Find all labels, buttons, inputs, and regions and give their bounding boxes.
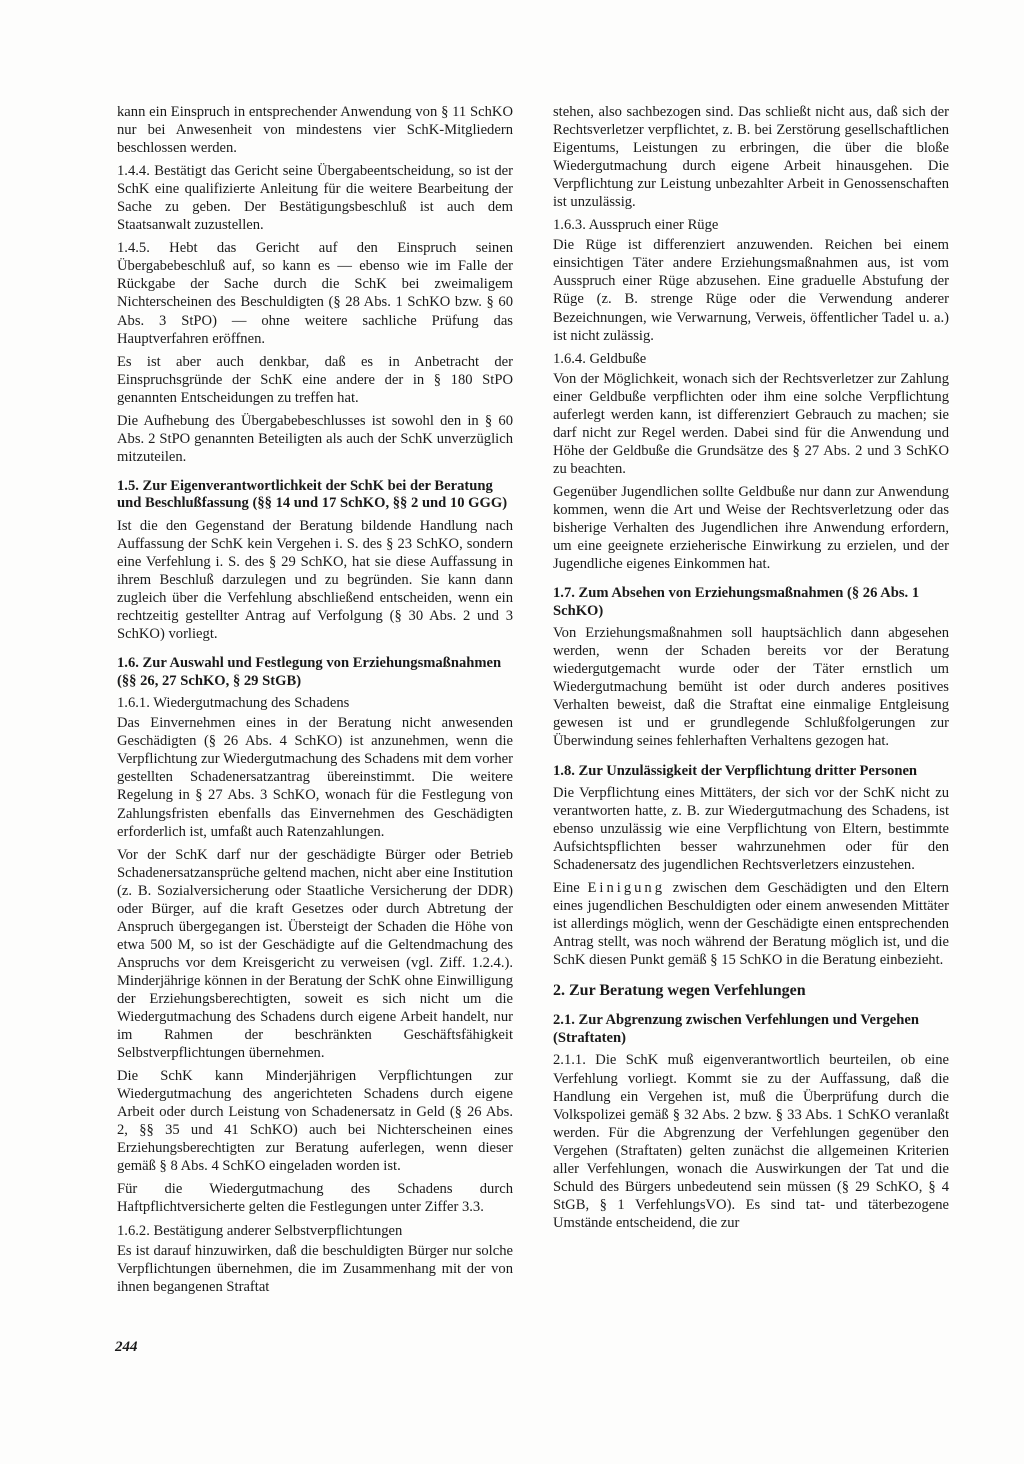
paragraph: 2.1.1. Die SchK muß eigenverantwortlich beurteilen, ob eine Verfehlung vorliegt. Kommt sie zu der Auffassung, daß die Handlung ein Vergehen ist, muß die Überprüfung durch die Volkspolizei gemäß § 32 Abs. 2 bzw. § 33 Abs. 1 SchKO veranlaßt werden. Für die Abgrenzung der Verfehlungen gegenüber den Vergehen (Straftaten) gelten zunächst die allgemeinen Kriterien aller Verfehlungen, wonach die Auswirkungen der Tat und die Schuld des Bürgers unbedeutend sein müssen (§ 29 SchKO, § 4 StGB, § 1 VerfehlungsVO). Es sind tat- und täterbezogene Umstände entscheidend, die zur (553, 1052, 949, 1231)
section-heading: 2.1. Zur Abgrenzung zwischen Verfehlungen und Vergehen (Straftaten) (553, 1012, 919, 1046)
subsection-heading: 1.6.1. Wiedergutmachung des Schadens (117, 695, 350, 712)
paragraph: Das Einvernehmen eines in der Beratung nicht anwesenden Geschädigten (§ 26 Abs. 4 SchKO) ist anzunehmen, wenn die Verpflichtung zur Wiedergutmachung des Schadens mit dem vorher gestellten Schadenersatzantrag übereinstimmt. Die weitere Regelung in § 27 Abs. 3 SchKO, wonach für die Festlegung von Zahlungsfristen ebenfalls das Einvernehmen des Geschädigten erforderlich ist, umfaßt auch Ratenzahlungen. (117, 715, 513, 840)
paragraph (553, 879, 949, 969)
text-run: Eine (553, 880, 588, 897)
paragraph: Es ist aber auch denkbar, daß es in Anbetracht der Einspruchsgründe der SchK eine andere der in § 180 StPO genannten Entscheidungen zu treffen hat. (117, 353, 513, 406)
paragraph: Die Aufhebung des Übergabebeschlusses ist sowohl den in § 60 Abs. 2 StPO genannten Beteiligten als auch der SchK unverzüglich mitzuteilen. (117, 412, 513, 465)
paragraph: 1.4.4. Bestätigt das Gericht seine Übergabeentscheidung, so ist der SchK eine qualifizierte Anleitung für die weitere Bearbeitung der Sache zu geben. Der Bestätigungsbeschluß ist auch dem Staatsanwalt zuzustellen. (117, 163, 513, 234)
paragraph: Vor der SchK darf nur der geschädigte Bürger oder Betrieb Schadenersatzansprüche geltend machen, nicht aber eine Institution (z. B. Sozialversicherung oder Staatliche Versicherung der DDR) oder Bürger, auf die kraft Gesetzes oder durch Abtretung der Anspruch übergegangen ist. Übersteigt der Schaden die Höhe von etwa 500 M, so ist der Geschädigte auf die Geltendmachung des Anspruchs vor dem Kreisgericht zu verweisen (vgl. Ziff. 1.2.4.). Minderjährige können in der Beratung der SchK ohne Einwilligung der Erziehungsberechtigten, soweit es sich nicht um die Wiedergutmachung des Schadens durch eigene Arbeit handelt, nur im Rahmen der beschränkten Geschäftsfähigkeit Selbstverpflichtungen übernehmen. (117, 846, 513, 1062)
paragraph: Ist die den Gegenstand der Beratung bildende Handlung nach Auffassung der SchK kein Vergehen i. S. des § 23 SchKO, sondern eine Verfehlung i. S. des § 29 SchKO, hat sie diese Auffassung in ihrem Beschluß darzulegen und zu begründen. Sie kann dann zugleich über die Verfehlung abschließend entscheiden, wenn ein rechtzeitig gestellter Antrag auf Verfolgung (§ 30 Abs. 2 und 3 SchKO) vorliegt. (117, 517, 513, 643)
paragraph: Gegenüber Jugendlichen sollte Geldbuße nur dann zur Anwendung kommen, wenn die Art und Weise der Rechtsverletzung oder das bisherige Verhalten des Jugendlichen ihre Anwendung erfordern, um eine geeignete erzieherische Einwirkung zu erzielen, und der Jugendliche eigenes Einkommen hat. (553, 483, 949, 573)
paragraph: 1.4.5. Hebt das Gericht auf den Einspruch seinen Übergabebeschluß auf, so kann es — ebenso wie im Falle der Rückgabe der Sache durch die SchK bei zweimaligem Nichterscheinen des Beschuldigten (§ 28 Abs. 1 SchKO bzw. § 60 Abs. 3 StPO) — ohne weitere sachliche Prüfung das Hauptverfahren eröffnen. (117, 240, 513, 347)
section-heading: 1.6. Zur Auswahl und Festlegung von Erziehungsmaßnahmen (§§ 26, 27 SchKO, § 29 StGB) (117, 655, 502, 689)
spaced-emphasis: Einigung (587, 880, 666, 897)
paragraph: Von der Möglichkeit, wonach sich der Rechtsverletzer zur Zahlung einer Geldbuße verpflichten oder ihm eine solche Verpflichtung auferlegt werden kann, ist differenziert Gebrauch zu machen; sie darf nicht zur Regel werden. Dabei sind für die Anwendung und Höhe der Geldbuße die Grundsätze des § 27 Abs. 2 und 3 SchKO zu beachten. (553, 370, 949, 477)
page-number: 244 (115, 1339, 138, 1355)
paragraph: Es ist darauf hinzuwirken, daß die beschuldigten Bürger nur solche Verpflichtungen übernehmen, die im Zusammenhang mit der von ihnen begangenen Straftat (117, 1242, 513, 1295)
paragraph: Die SchK kann Minderjährigen Verpflichtungen zur Wiedergutmachung des angerichteten Schadens durch eigene Arbeit oder durch Leistung von Schadenersatz in Geld (§ 26 Abs. 2, §§ 35 und 41 SchKO) auch bei Nichterscheinen eines Erziehungsberechtigten zur Beratung auferlegen, wenn dieser gemäß § 8 Abs. 4 SchKO eingeladen worden ist. (117, 1068, 513, 1175)
paragraph: Für die Wiedergutmachung des Schadens durch Haftpflichtversicherte gelten die Festlegungen unter Ziffer 3.3. (117, 1181, 513, 1216)
section-heading: 1.7. Zum Absehen von Erziehungsmaßnahmen (§ 26 Abs. 1 SchKO) (553, 585, 920, 619)
subsection-heading: 1.6.2. Bestätigung anderer Selbstverpflichtungen (117, 1222, 403, 1239)
section-heading: 1.8. Zur Unzulässigkeit der Verpflichtung dritter Personen (553, 762, 918, 779)
subsection-heading: 1.6.3. Ausspruch einer Rüge (553, 217, 719, 234)
left-column (117, 103, 513, 1301)
paragraph: Die Rüge ist differenziert anzuwenden. Reichen bei einem einsichtigen Täter andere Erziehungsmaßnahmen aus, ist vom Ausspruch einer Rüge abzusehen. Eine graduelle Abstufung der Rüge (z. B. strenge Rüge oder die Verwendung anderer Bezeichnungen, wie Verwarnung, Verweis, öffentlicher Tadel u. a.) ist nicht zulässig. (553, 237, 949, 344)
paragraph: Von Erziehungsmaßnahmen soll hauptsächlich dann abgesehen werden, wenn der Schaden bereits vor der Beratung wiedergutgemacht wurde oder der Täter ernstlich um Wiedergutmachung bemüht ist oder durch anderes positives Verhalten beweist, daß die Straftat eine einmalige Entgleisung gewesen ist und er grundlegende Schlußfolgerungen zur Überwindung seines fehlerhaften Verhaltens gezogen hat. (553, 625, 949, 750)
right-column (553, 103, 949, 1237)
paragraph: kann ein Einspruch in entsprechender Anwendung von § 11 SchKO nur bei Anwesenheit von mindestens vier SchK-Mitgliedern beschlossen werden. (117, 104, 513, 157)
subsection-heading: 1.6.4. Geldbuße (553, 350, 647, 367)
section-heading: 1.5. Zur Eigenverantwortlichkeit der SchK bei der Beratung und Beschlußfassung (§§ 14 und 17 SchKO, §§ 2 und 10 GGG) (117, 477, 508, 512)
paragraph: Die Verpflichtung eines Mittäters, der sich vor der SchK nicht zu verantworten hatte, z. B. zur Wiedergutmachung des Schadens, ist ebenso unzulässig wie eine Verpflichtung von Eltern, bestimmte Aufsichtspflichten besser wahrzunehmen oder für den Schadenersatz des jugendlichen Rechtsverletzers einzustehen. (553, 785, 949, 874)
chapter-heading: 2. Zur Beratung wegen Verfehlungen (553, 982, 806, 1000)
paragraph: stehen, also sachbezogen sind. Das schließt nicht aus, daß sich der Rechtsverletzer verpflichtet, z. B. bei Zerstörung gesellschaftlichen Eigentums, Leistungen zu erbringen, die über die bloße Wiedergutmachung durch eigene Arbeit hinausgehen. Die Verpflichtung zur Leistung unbezahlter Arbeit in Genossenschaften ist unzulässig. (553, 104, 949, 211)
text-run: zwischen dem Geschädigten und den Eltern eines jugendlichen Beschuldigten oder einem anwesenden Mittäter ist allerdings möglich, wenn der Geschädigte einen entsprechenden Antrag stellt, was noch während der Beratung möglich ist, und die SchK diesen Punkt gemäß § 15 SchKO in die Beratung einbezieht. (553, 880, 949, 969)
